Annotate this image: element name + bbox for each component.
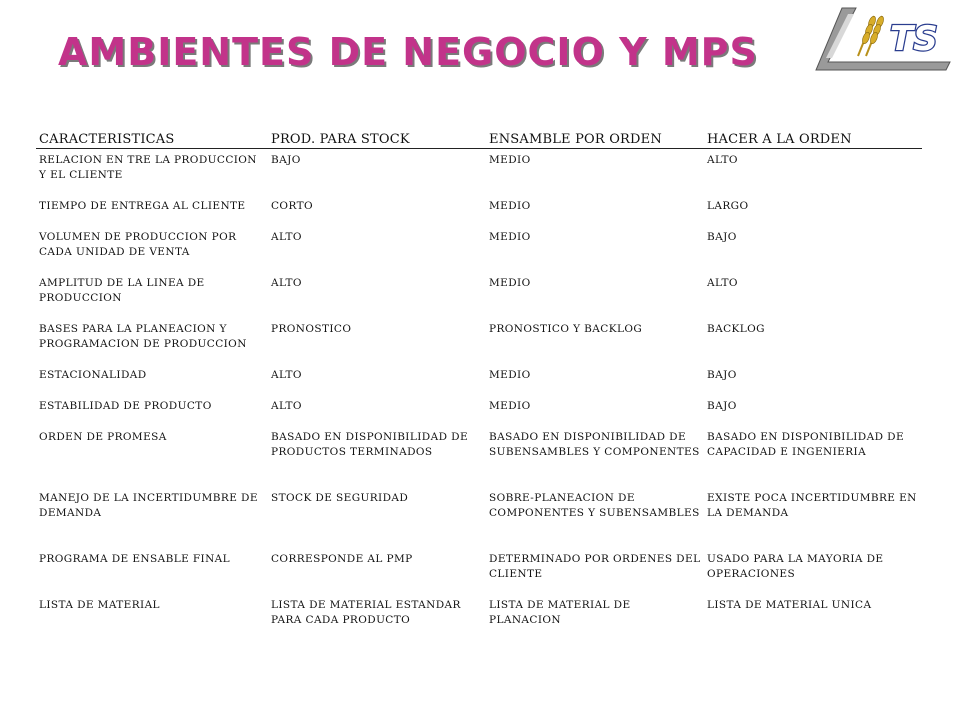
table-cell: BASADO EN DISPONIBILIDAD DE PRODUCTOS TERMINADOS — [271, 431, 469, 458]
table-cell: BASADO EN DISPONIBILIDAD DE SUBENSAMBLES Y COMPONENTES — [489, 431, 700, 458]
table-cell: ALTO — [271, 369, 302, 381]
table-cell: ORDEN DE PROMESA — [39, 431, 167, 443]
table-cell: BACKLOG — [707, 323, 765, 335]
table-cell: EXISTE POCA INCERTIDUMBRE EN LA DEMANDA — [707, 492, 917, 519]
page-title: AMBIENTES DE NEGOCIO Y MPS — [58, 30, 758, 74]
table-row — [36, 426, 922, 487]
table-cell: RELACION EN TRE LA PRODUCCION Y EL CLIENTE — [39, 154, 257, 181]
table-cell: CORRESPONDE AL PMP — [271, 553, 413, 565]
table-cell: MEDIO — [489, 154, 531, 166]
table-cell: VOLUMEN DE PRODUCCION POR CADA UNIDAD DE VENTA — [39, 231, 237, 258]
table-cell: BASES PARA LA PLANEACION Y PROGRAMACION DE PRODUCCION — [39, 323, 247, 350]
logo-text: TS — [890, 19, 938, 59]
column-header: HACER A LA ORDEN — [704, 132, 922, 149]
table-cell: LARGO — [707, 200, 749, 212]
table-row — [36, 272, 922, 318]
table-header-row — [36, 132, 922, 149]
column-header: CARACTERISTICAS — [36, 132, 268, 149]
table-cell: BAJO — [707, 231, 737, 243]
table-cell: BASADO EN DISPONIBILIDAD DE CAPACIDAD E INGENIERIA — [707, 431, 905, 458]
table-cell: LISTA DE MATERIAL UNICA — [707, 599, 872, 611]
table-cell: MEDIO — [489, 200, 531, 212]
table-row — [36, 149, 922, 196]
table-cell: ESTABILIDAD DE PRODUCTO — [39, 400, 212, 412]
table-row — [36, 364, 922, 395]
wheat-logo-icon — [812, 4, 960, 76]
table-cell: MEDIO — [489, 369, 531, 381]
table-cell: MEDIO — [489, 277, 531, 289]
characteristics-table — [36, 132, 922, 640]
table-cell: ALTO — [271, 231, 302, 243]
table-cell: MEDIO — [489, 400, 531, 412]
table-cell: CORTO — [271, 200, 313, 212]
table-cell: BAJO — [707, 369, 737, 381]
table-cell: BAJO — [707, 400, 737, 412]
table-row — [36, 195, 922, 226]
column-header: PROD. PARA STOCK — [268, 132, 486, 149]
table-cell: ALTO — [707, 154, 738, 166]
table-row — [36, 226, 922, 272]
table-cell: LISTA DE MATERIAL DE PLANACION — [489, 599, 631, 626]
table-cell: LISTA DE MATERIAL — [39, 599, 160, 611]
table-cell: TIEMPO DE ENTREGA AL CLIENTE — [39, 200, 246, 212]
table-cell: PRONOSTICO — [271, 323, 352, 335]
table-row — [36, 548, 922, 594]
table-cell: MEDIO — [489, 231, 531, 243]
table-cell: STOCK DE SEGURIDAD — [271, 492, 409, 504]
table-row — [36, 487, 922, 548]
table-cell: USADO PARA LA MAYORIA DE OPERACIONES — [707, 553, 884, 580]
table-cell: MANEJO DE LA INCERTIDUMBRE DE DEMANDA — [39, 492, 258, 519]
table-cell: ALTO — [271, 400, 302, 412]
table-cell: DETERMINADO POR ORDENES DEL CLIENTE — [489, 553, 701, 580]
table-row — [36, 395, 922, 426]
table-cell: LISTA DE MATERIAL ESTANDAR PARA CADA PRODUCTO — [271, 599, 461, 626]
table-cell: PRONOSTICO Y BACKLOG — [489, 323, 643, 335]
table-cell: ALTO — [271, 277, 302, 289]
table-row — [36, 318, 922, 364]
table-cell: ALTO — [707, 277, 738, 289]
table-cell: ESTACIONALIDAD — [39, 369, 147, 381]
table-cell: SOBRE-PLANEACION DE COMPONENTES Y SUBENSAMBLES — [489, 492, 700, 519]
table-cell: AMPLITUD DE LA LINEA DE PRODUCCION — [39, 277, 205, 304]
column-header: ENSAMBLE POR ORDEN — [486, 132, 704, 149]
table-cell: PROGRAMA DE ENSABLE FINAL — [39, 553, 231, 565]
table-cell: BAJO — [271, 154, 301, 166]
table-row — [36, 594, 922, 640]
